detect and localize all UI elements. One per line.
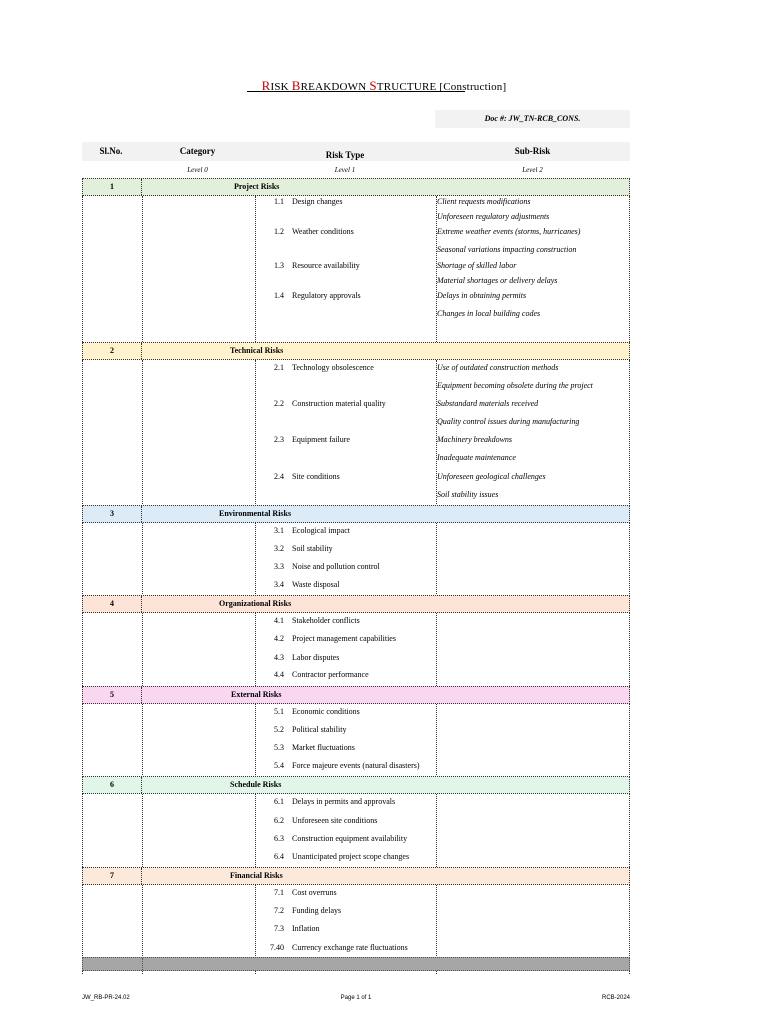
- risk-code: 6.2: [274, 816, 284, 825]
- column-divider: [142, 196, 143, 358]
- sub-risk-item: Substandard materials received: [437, 399, 539, 408]
- risk-code: 1.4: [274, 291, 284, 300]
- risk-type-label: Project management capabilities: [292, 634, 396, 643]
- footer-page-number: Page 1 of 1: [340, 995, 372, 1001]
- category-name: Financial Risks: [230, 871, 283, 880]
- category-number: 5: [83, 687, 142, 703]
- page-title: RISK BREAKDOWN STRUCTURE [Construction]: [261, 78, 507, 93]
- category-name: External Risks: [231, 690, 282, 699]
- column-divider: [255, 360, 256, 522]
- category-row: [82, 867, 630, 885]
- category-row: [82, 686, 630, 704]
- risk-code: 1.2: [274, 227, 284, 236]
- risk-code: 1.1: [274, 197, 284, 206]
- risk-type-label: Currency exchange rate fluctuations: [292, 943, 408, 952]
- column-divider: [255, 196, 256, 358]
- risk-code: 5.2: [274, 725, 284, 734]
- risk-type-label: Regulatory approvals: [292, 291, 361, 300]
- risk-code: 2.3: [274, 435, 284, 444]
- sub-risk-item: Seasonal variations impacting construction: [437, 245, 577, 254]
- risk-code: 1.3: [274, 261, 284, 270]
- risk-type-label: Inflation: [292, 924, 320, 933]
- sub-risk-item: Delays in obtaining permits: [437, 291, 527, 300]
- risk-type-label: Unforeseen site conditions: [292, 816, 378, 825]
- category-row: [82, 342, 630, 360]
- risk-code: 3.4: [274, 580, 284, 589]
- title-underline: [247, 91, 465, 92]
- risk-type-label: Political stability: [292, 725, 347, 734]
- header-sl-no: Sl.No.: [99, 146, 123, 156]
- risk-code: 4.4: [274, 670, 284, 679]
- header-risk-type: Risk Type: [325, 150, 365, 160]
- sub-risk-item: Equipment becoming obsolete during the project: [437, 381, 593, 390]
- bar-divider: [142, 958, 143, 970]
- risk-type-label: Equipment failure: [292, 435, 350, 444]
- risk-code: 4.3: [274, 653, 284, 662]
- level-2: Level 2: [522, 166, 543, 174]
- risk-code: 5.1: [274, 707, 284, 716]
- risk-code: 2.2: [274, 399, 284, 408]
- risk-type-label: Waste disposal: [292, 580, 340, 589]
- sub-risk-item: Machinery breakdowns: [437, 435, 513, 444]
- risk-type-label: Site conditions: [292, 472, 340, 481]
- risk-code: 3.2: [274, 544, 284, 553]
- sub-risk-item: Changes in local building codes: [437, 309, 541, 318]
- risk-type-label: Resource availability: [292, 261, 360, 270]
- risk-type-label: Force majeure events (natural disasters): [292, 761, 420, 770]
- risk-code: 7.3: [274, 924, 284, 933]
- sub-risk-item: Inadequate maintenance: [437, 453, 516, 462]
- risk-type-label: Technology obsolescence: [292, 363, 374, 372]
- level-row: [82, 163, 630, 177]
- sub-risk-item: Unforeseen regulatory adjustments: [437, 212, 550, 221]
- risk-type-label: Weather conditions: [292, 227, 354, 236]
- risk-type-label: Stakeholder conflicts: [292, 616, 360, 625]
- footer-doc-code: JW_RB-PR-24.02: [82, 995, 130, 1001]
- category-row: [82, 178, 630, 196]
- risk-type-label: Cost overruns: [292, 888, 337, 897]
- sub-risk-item: Use of outdated construction methods: [437, 363, 559, 372]
- table-header: [82, 142, 630, 161]
- category-number: 2: [83, 343, 142, 359]
- risk-code: 6.1: [274, 797, 284, 806]
- sub-risk-item: Unforeseen geological challenges: [437, 472, 546, 481]
- header-category: Category: [179, 146, 216, 156]
- risk-type-label: Soil stability: [292, 544, 333, 553]
- risk-type-label: Design changes: [292, 197, 343, 206]
- risk-type-label: Unanticipated project scope changes: [292, 852, 410, 861]
- sub-risk-item: Material shortages or delivery delays: [437, 276, 558, 285]
- risk-code: 3.1: [274, 526, 284, 535]
- risk-code: 2.4: [274, 472, 284, 481]
- risk-type-label: Market fluctuations: [292, 743, 355, 752]
- risk-code: 7.40: [270, 943, 284, 952]
- risk-type-label: Construction equipment availability: [292, 834, 408, 843]
- risk-code: 6.4: [274, 852, 284, 861]
- category-number: 6: [83, 777, 142, 793]
- risk-code: 4.2: [274, 634, 284, 643]
- sub-risk-item: Extreme weather events (storms, hurricanes): [437, 227, 581, 236]
- level-1: Level 1: [334, 166, 356, 174]
- category-number: 7: [83, 868, 142, 884]
- category-row: [82, 595, 630, 613]
- category-name: Organizational Risks: [219, 599, 292, 608]
- category-name: Technical Risks: [230, 346, 284, 355]
- category-name: Project Risks: [234, 182, 280, 191]
- category-number: 3: [83, 506, 142, 522]
- risk-type-label: Contractor performance: [292, 670, 369, 679]
- category-name: Schedule Risks: [230, 780, 282, 789]
- risk-code: 3.3: [274, 562, 284, 571]
- risk-code: 4.1: [274, 616, 284, 625]
- risk-code: 7.1: [274, 888, 284, 897]
- risk-code: 6.3: [274, 834, 284, 843]
- risk-type-label: Construction material quality: [292, 399, 386, 408]
- risk-code: 5.3: [274, 743, 284, 752]
- category-number: 4: [83, 596, 142, 612]
- category-row: [82, 505, 630, 523]
- risk-type-label: Labor disputes: [292, 653, 340, 662]
- category-name: Environmental Risks: [219, 509, 292, 518]
- header-sub-risk: Sub-Risk: [514, 146, 551, 156]
- risk-type-label: Economic conditions: [292, 707, 360, 716]
- level-0: Level 0: [187, 166, 208, 174]
- column-divider: [142, 360, 143, 522]
- doc-reference: Doc #: JW_TN-RCB_CONS.: [435, 110, 630, 128]
- risk-type-label: Funding delays: [292, 906, 342, 915]
- footer-ref: RCB-2024: [601, 995, 630, 1001]
- sub-risk-item: Soil stability issues: [437, 490, 499, 499]
- category-number: 1: [83, 179, 142, 195]
- risk-type-label: Ecological impact: [292, 526, 350, 535]
- sub-risk-item: Client requests modifications: [437, 197, 531, 206]
- risk-code: 5.4: [274, 761, 284, 770]
- risk-type-label: Noise and pollution control: [292, 562, 380, 571]
- sub-risk-item: Shortage of skilled labor: [437, 261, 517, 270]
- risk-type-label: Delays in permits and approvals: [292, 797, 396, 806]
- sub-risk-item: Quality control issues during manufacturing: [437, 417, 580, 426]
- risk-code: 2.1: [274, 363, 284, 372]
- table-bottom-bar: [82, 957, 630, 971]
- risk-code: 7.2: [274, 906, 284, 915]
- category-row: [82, 776, 630, 794]
